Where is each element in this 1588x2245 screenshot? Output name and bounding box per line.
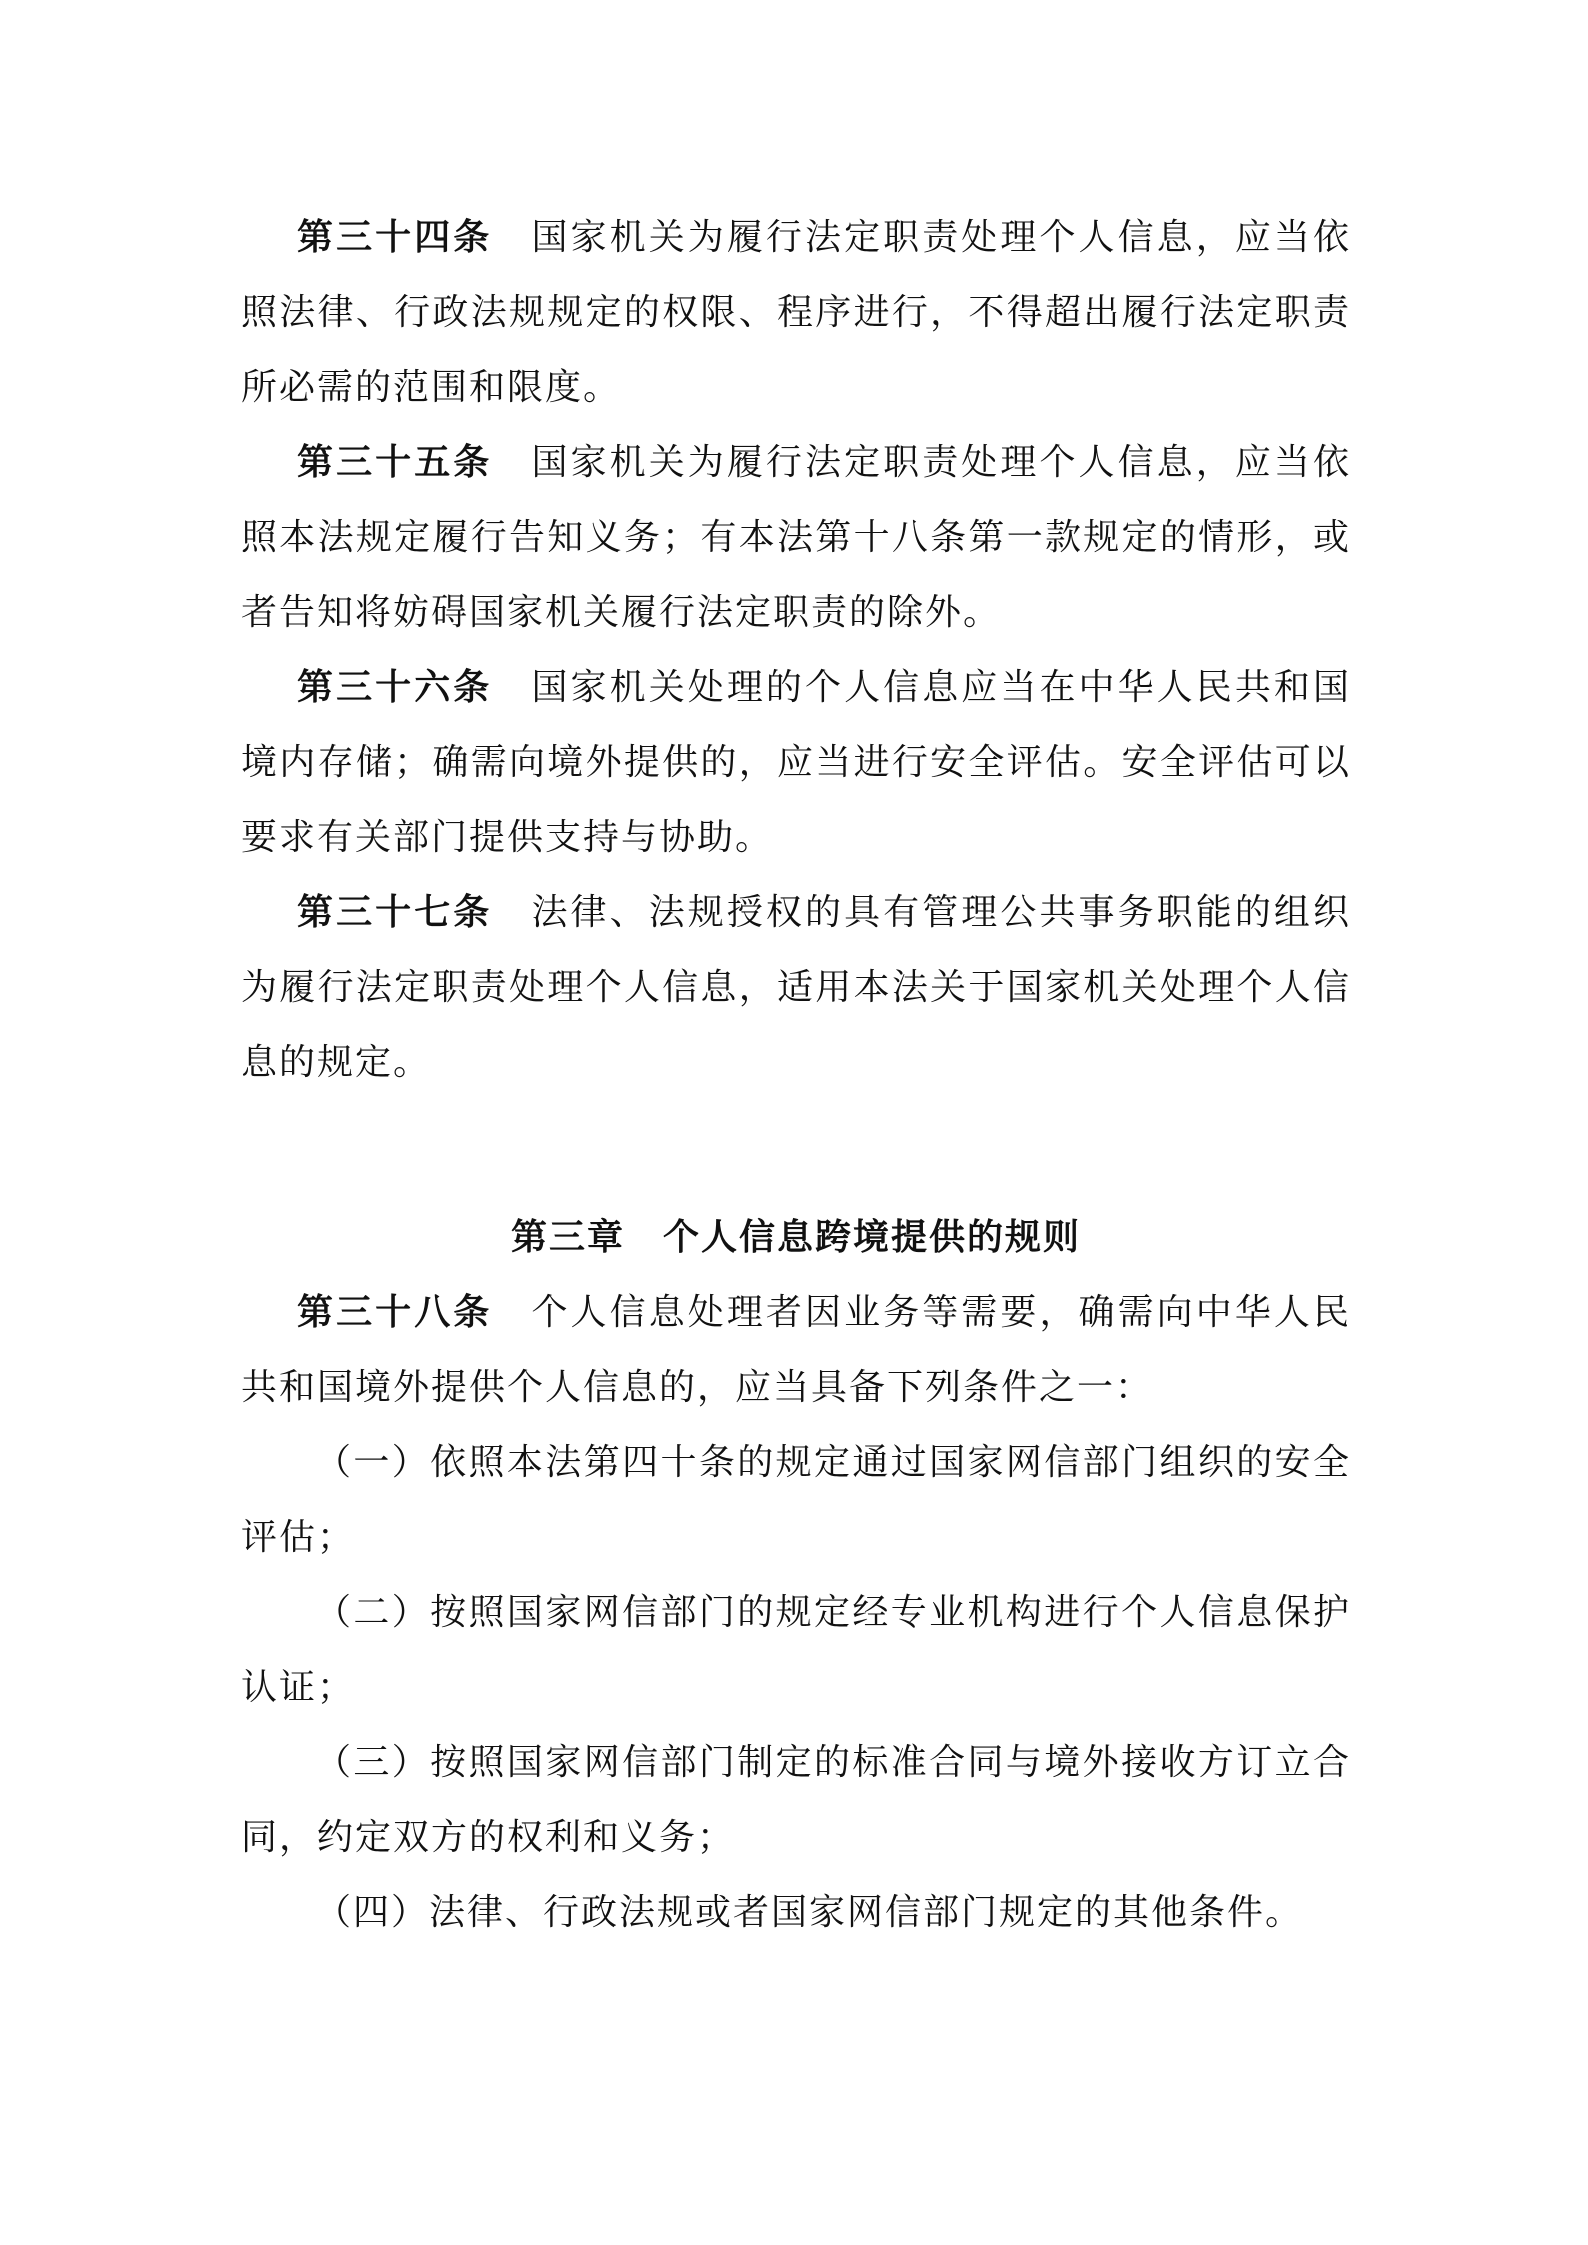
article-number: 第三十五条 (297, 442, 493, 483)
article-34 (241, 200, 1351, 425)
list-item: （一）依照本法第四十条的规定通过国家网信部门组织的安全评估； (241, 1442, 1351, 1558)
article-35 (241, 425, 1351, 650)
article-number: 第三十六条 (297, 667, 493, 708)
article-number: 第三十八条 (297, 1292, 493, 1333)
article-37 (241, 875, 1351, 1100)
chapter-heading: 第三章 个人信息跨境提供的规则 (510, 1217, 1081, 1258)
document-body (241, 200, 1351, 1950)
article-number: 第三十四条 (297, 217, 493, 258)
article-38 (241, 1275, 1351, 1425)
list-item: （四）法律、行政法规或者国家网信部门规定的其他条件。 (315, 1892, 1304, 1933)
list-item: （三）按照国家网信部门制定的标准合同与境外接收方订立合同，约定双方的权利和义务； (241, 1742, 1351, 1858)
list-item: （二）按照国家网信部门的规定经专业机构进行个人信息保护认证； (241, 1592, 1351, 1708)
article-text: 个人信息处理者因业务等需要，确需向中华人民共和国境外提供个人信息的，应当具备下列条件之一： (241, 1292, 1351, 1408)
article-text: 国家机关为履行法定职责处理个人信息，应当依照本法规定履行告知义务；有本法第十八条第一款规定的情形，或者告知将妨碍国家机关履行法定职责的除外。 (241, 442, 1351, 633)
article-text: 国家机关处理的个人信息应当在中华人民共和国境内存储；确需向境外提供的，应当进行安全评估。安全评估可以要求有关部门提供支持与协助。 (241, 667, 1351, 858)
article-text: 法律、法规授权的具有管理公共事务职能的组织为履行法定职责处理个人信息，适用本法关于国家机关处理个人信息的规定。 (241, 892, 1351, 1083)
article-number: 第三十七条 (297, 892, 493, 933)
article-36 (241, 650, 1351, 875)
article-text: 国家机关为履行法定职责处理个人信息，应当依照法律、行政法规规定的权限、程序进行，不得超出履行法定职责所必需的范围和限度。 (241, 217, 1351, 408)
